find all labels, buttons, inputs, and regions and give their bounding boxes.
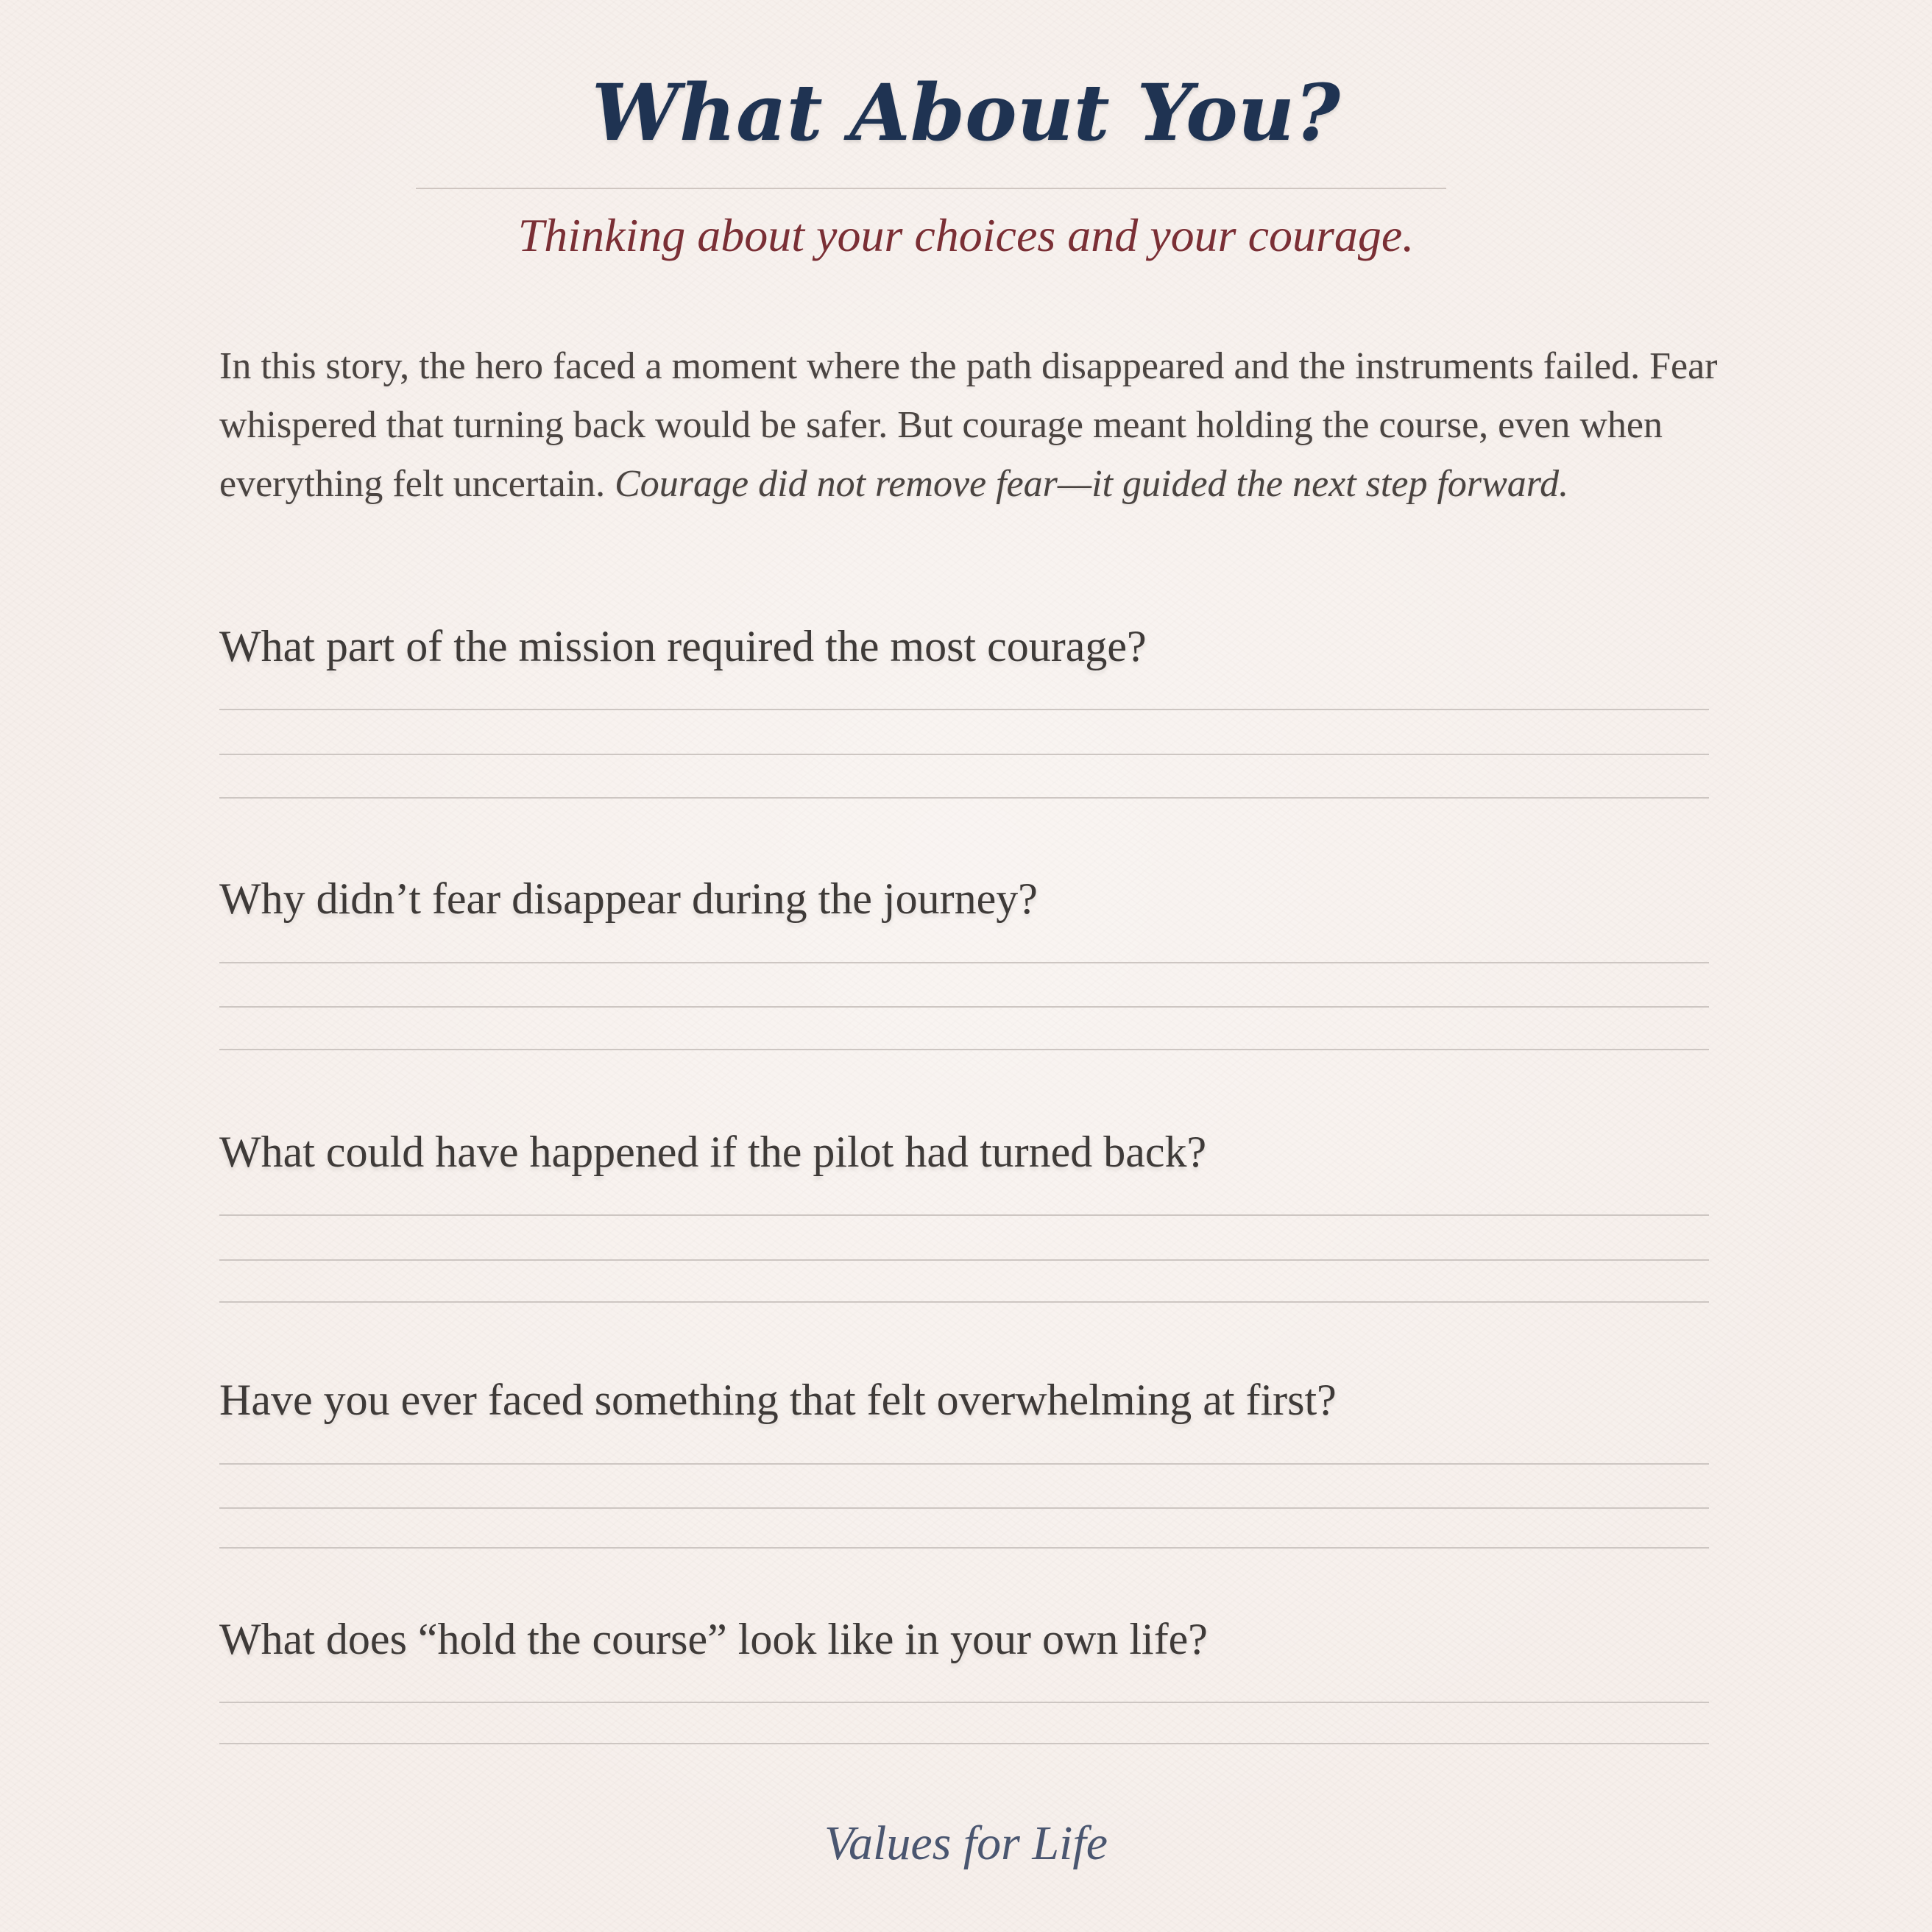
intro-text: In this story, the hero faced a moment where the path disappeared and the instruments failed. Fear whispered that turning back would be safer. But courage meant holding the course, even when everything felt uncertain. bbox=[219, 345, 1718, 505]
question-block-4 bbox=[219, 1370, 1709, 1562]
footer-brand: Values for Life bbox=[824, 1816, 1108, 1870]
intro-paragraph bbox=[219, 337, 1721, 514]
answer-line[interactable] bbox=[219, 1743, 1709, 1744]
answer-line[interactable] bbox=[219, 1463, 1709, 1465]
page-subtitle: Thinking about your choices and your courage. bbox=[517, 209, 1415, 261]
question-5: What does “hold the course” look like in your own life? bbox=[219, 1615, 1208, 1663]
question-3: What could have happened if the pilot had turned back? bbox=[219, 1128, 1207, 1176]
intro-emphasis: Courage did not remove fear—it guided the next step forward. bbox=[615, 463, 1569, 505]
answer-line[interactable] bbox=[219, 1214, 1709, 1216]
answer-line[interactable] bbox=[219, 1507, 1709, 1509]
answer-line[interactable] bbox=[219, 754, 1709, 755]
question-4: Have you ever faced something that felt overwhelming at first? bbox=[219, 1376, 1337, 1424]
answer-line[interactable] bbox=[219, 1547, 1709, 1549]
question-1: What part of the mission required the most courage? bbox=[219, 622, 1147, 670]
answer-line[interactable] bbox=[219, 1702, 1709, 1703]
question-block-2 bbox=[219, 869, 1709, 1061]
question-block-3 bbox=[219, 1122, 1709, 1314]
answer-line[interactable] bbox=[219, 1301, 1709, 1303]
question-block-5 bbox=[219, 1610, 1709, 1757]
answer-line[interactable] bbox=[219, 1259, 1709, 1261]
answer-line[interactable] bbox=[219, 797, 1709, 799]
answer-line[interactable] bbox=[219, 709, 1709, 710]
question-2: Why didn’t fear disappear during the journey? bbox=[219, 874, 1038, 923]
page-title: What About You? bbox=[592, 66, 1340, 158]
answer-line[interactable] bbox=[219, 1049, 1709, 1050]
title-divider bbox=[416, 188, 1446, 189]
answer-line[interactable] bbox=[219, 962, 1709, 963]
question-block-1 bbox=[219, 617, 1709, 808]
answer-line[interactable] bbox=[219, 1006, 1709, 1008]
